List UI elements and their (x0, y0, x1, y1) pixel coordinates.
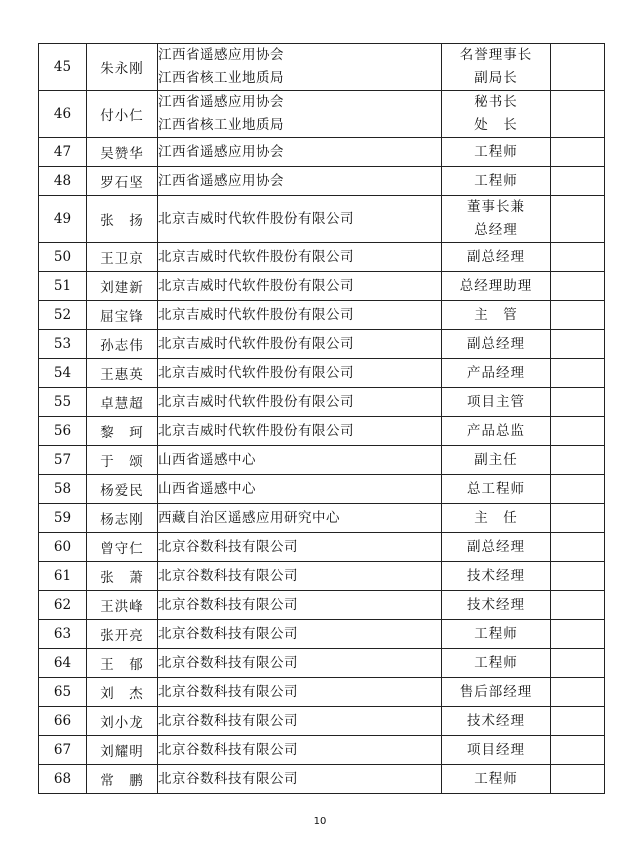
person-name-cell: 刘耀明 (87, 736, 158, 765)
job-title-line: 技术经理 (467, 596, 525, 613)
person-name-cell: 曾守仁 (87, 533, 158, 562)
organization-cell (158, 533, 442, 562)
row-number-cell: 61 (39, 562, 87, 591)
table-row (39, 388, 605, 417)
job-title-line: 工程师 (474, 625, 518, 642)
row-number-cell: 67 (39, 736, 87, 765)
table-row (39, 330, 605, 359)
organization-line: 北京谷数科技有限公司 (158, 683, 298, 700)
note-cell (551, 417, 605, 446)
roster-table-body (39, 44, 605, 794)
job-title-line: 秘书长 (474, 94, 518, 110)
job-title-line: 处 长 (474, 117, 518, 133)
organization-line: 北京吉威时代软件股份有限公司 (158, 277, 354, 294)
table-row (39, 475, 605, 504)
organization-line: 江西省核工业地质局 (158, 70, 284, 86)
job-title-line: 副总经理 (467, 335, 525, 352)
row-number-cell: 51 (39, 272, 87, 301)
person-name-cell: 卓慧超 (87, 388, 158, 417)
table-row (39, 678, 605, 707)
person-name-cell: 于 颂 (87, 446, 158, 475)
row-number-cell: 63 (39, 620, 87, 649)
organization-line: 山西省遥感中心 (158, 480, 256, 497)
person-name-cell: 王 郁 (87, 649, 158, 678)
job-title-cell (442, 388, 551, 417)
job-title-cell (442, 272, 551, 301)
job-title-cell (442, 475, 551, 504)
note-cell (551, 765, 605, 794)
person-name-cell: 张开亮 (87, 620, 158, 649)
row-number-cell: 47 (39, 138, 87, 167)
note-cell (551, 533, 605, 562)
organization-line: 北京吉威时代软件股份有限公司 (158, 210, 354, 227)
table-row (39, 591, 605, 620)
row-number-cell: 54 (39, 359, 87, 388)
person-name-cell: 常 鹏 (87, 765, 158, 794)
organization-cell (158, 707, 442, 736)
table-row (39, 272, 605, 301)
table-row (39, 417, 605, 446)
row-number-cell: 45 (39, 44, 87, 91)
person-name-cell: 杨爱民 (87, 475, 158, 504)
table-row (39, 446, 605, 475)
table-row (39, 649, 605, 678)
organization-cell (158, 736, 442, 765)
job-title-line: 工程师 (474, 143, 518, 160)
job-title-cell (442, 620, 551, 649)
row-number-cell: 65 (39, 678, 87, 707)
job-title-line: 产品经理 (467, 364, 525, 381)
organization-cell (158, 475, 442, 504)
note-cell (551, 196, 605, 243)
organization-cell (158, 678, 442, 707)
organization-line: 北京谷数科技有限公司 (158, 625, 298, 642)
person-name-cell: 王洪峰 (87, 591, 158, 620)
organization-cell (158, 620, 442, 649)
table-row (39, 620, 605, 649)
row-number-cell: 46 (39, 91, 87, 138)
person-name-cell: 孙志伟 (87, 330, 158, 359)
job-title-cell (442, 167, 551, 196)
organization-line: 北京吉威时代软件股份有限公司 (158, 364, 354, 381)
person-name-cell: 吴赞华 (87, 138, 158, 167)
table-row (39, 167, 605, 196)
job-title-cell (442, 330, 551, 359)
table-row (39, 196, 605, 243)
organization-cell (158, 272, 442, 301)
organization-line: 江西省遥感应用协会 (158, 143, 284, 160)
organization-line: 江西省遥感应用协会 (158, 94, 284, 110)
person-name-cell: 刘 杰 (87, 678, 158, 707)
organization-cell (158, 359, 442, 388)
row-number-cell: 68 (39, 765, 87, 794)
table-row (39, 359, 605, 388)
organization-line: 北京谷数科技有限公司 (158, 596, 298, 613)
table-row (39, 91, 605, 138)
organization-cell (158, 417, 442, 446)
organization-line: 江西省遥感应用协会 (158, 47, 284, 63)
roster-table (38, 43, 605, 794)
note-cell (551, 446, 605, 475)
note-cell (551, 591, 605, 620)
row-number-cell: 48 (39, 167, 87, 196)
row-number-cell: 62 (39, 591, 87, 620)
organization-line: 北京谷数科技有限公司 (158, 654, 298, 671)
note-cell (551, 44, 605, 91)
note-cell (551, 91, 605, 138)
row-number-cell: 52 (39, 301, 87, 330)
note-cell (551, 678, 605, 707)
job-title-cell (442, 678, 551, 707)
job-title-line: 副主任 (474, 451, 518, 468)
organization-cell (158, 765, 442, 794)
row-number-cell: 58 (39, 475, 87, 504)
note-cell (551, 167, 605, 196)
job-title-line: 总经理助理 (459, 277, 533, 294)
person-name-cell: 屈宝锋 (87, 301, 158, 330)
person-name-cell: 张 萧 (87, 562, 158, 591)
person-name-cell: 王惠英 (87, 359, 158, 388)
person-name-cell: 杨志刚 (87, 504, 158, 533)
note-cell (551, 330, 605, 359)
job-title-cell (442, 562, 551, 591)
person-name-cell: 刘小龙 (87, 707, 158, 736)
job-title-line: 副局长 (474, 70, 518, 86)
job-title-cell (442, 44, 551, 91)
row-number-cell: 56 (39, 417, 87, 446)
note-cell (551, 620, 605, 649)
table-row (39, 533, 605, 562)
note-cell (551, 359, 605, 388)
row-number-cell: 64 (39, 649, 87, 678)
job-title-cell (442, 649, 551, 678)
person-name-cell: 王卫京 (87, 243, 158, 272)
job-title-line: 主 管 (474, 306, 518, 323)
job-title-line: 产品总监 (467, 422, 525, 439)
note-cell (551, 388, 605, 417)
organization-line: 江西省核工业地质局 (158, 117, 284, 133)
organization-cell (158, 591, 442, 620)
row-number-cell: 57 (39, 446, 87, 475)
table-row (39, 707, 605, 736)
table-row (39, 765, 605, 794)
job-title-cell (442, 359, 551, 388)
job-title-cell (442, 765, 551, 794)
note-cell (551, 504, 605, 533)
job-title-cell (442, 196, 551, 243)
job-title-line: 工程师 (474, 172, 518, 189)
job-title-line: 主 任 (474, 509, 518, 526)
job-title-line: 名誉理事长 (459, 47, 533, 63)
job-title-cell (442, 138, 551, 167)
organization-cell (158, 388, 442, 417)
job-title-line: 副总经理 (467, 538, 525, 555)
table-row (39, 301, 605, 330)
job-title-cell (442, 504, 551, 533)
job-title-line: 副总经理 (467, 248, 525, 265)
organization-cell (158, 301, 442, 330)
organization-line: 北京谷数科技有限公司 (158, 567, 298, 584)
note-cell (551, 475, 605, 504)
organization-cell (158, 504, 442, 533)
organization-line: 北京谷数科技有限公司 (158, 712, 298, 729)
person-name-cell: 张 扬 (87, 196, 158, 243)
job-title-cell (442, 91, 551, 138)
job-title-line: 项目经理 (467, 741, 525, 758)
job-title-cell (442, 736, 551, 765)
person-name-cell: 朱永刚 (87, 44, 158, 91)
person-name-cell: 罗石坚 (87, 167, 158, 196)
note-cell (551, 301, 605, 330)
table-row (39, 504, 605, 533)
organization-line: 北京谷数科技有限公司 (158, 741, 298, 758)
job-title-line: 工程师 (474, 654, 518, 671)
job-title-line: 董事长兼 (467, 199, 525, 215)
page-number: 10 (313, 816, 327, 827)
row-number-cell: 53 (39, 330, 87, 359)
person-name-cell: 黎 珂 (87, 417, 158, 446)
organization-line: 北京吉威时代软件股份有限公司 (158, 248, 354, 265)
row-number-cell: 55 (39, 388, 87, 417)
job-title-cell (442, 417, 551, 446)
organization-cell (158, 562, 442, 591)
job-title-line: 技术经理 (467, 567, 525, 584)
job-title-cell (442, 301, 551, 330)
table-row (39, 44, 605, 91)
organization-cell (158, 330, 442, 359)
organization-line: 北京吉威时代软件股份有限公司 (158, 335, 354, 352)
organization-line: 北京谷数科技有限公司 (158, 770, 298, 787)
row-number-cell: 60 (39, 533, 87, 562)
job-title-line: 总经理 (474, 222, 518, 238)
job-title-line: 总工程师 (467, 480, 525, 497)
row-number-cell: 59 (39, 504, 87, 533)
note-cell (551, 272, 605, 301)
row-number-cell: 66 (39, 707, 87, 736)
note-cell (551, 649, 605, 678)
organization-line: 西藏自治区遥感应用研究中心 (158, 509, 340, 526)
table-row (39, 138, 605, 167)
note-cell (551, 736, 605, 765)
row-number-cell: 50 (39, 243, 87, 272)
table-row (39, 243, 605, 272)
job-title-cell (442, 243, 551, 272)
job-title-line: 售后部经理 (459, 683, 533, 700)
note-cell (551, 138, 605, 167)
table-row (39, 736, 605, 765)
note-cell (551, 707, 605, 736)
job-title-line: 工程师 (474, 770, 518, 787)
person-name-cell: 付小仁 (87, 91, 158, 138)
organization-line: 北京吉威时代软件股份有限公司 (158, 422, 354, 439)
job-title-cell (442, 446, 551, 475)
row-number-cell: 49 (39, 196, 87, 243)
note-cell (551, 243, 605, 272)
organization-cell (158, 196, 442, 243)
job-title-line: 项目主管 (467, 393, 525, 410)
table-row (39, 562, 605, 591)
job-title-cell (442, 707, 551, 736)
organization-line: 北京谷数科技有限公司 (158, 538, 298, 555)
job-title-cell (442, 591, 551, 620)
organization-cell (158, 243, 442, 272)
organization-cell (158, 138, 442, 167)
organization-cell (158, 167, 442, 196)
organization-line: 北京吉威时代软件股份有限公司 (158, 306, 354, 323)
organization-cell (158, 91, 442, 138)
organization-cell (158, 649, 442, 678)
organization-line: 山西省遥感中心 (158, 451, 256, 468)
note-cell (551, 562, 605, 591)
organization-cell (158, 44, 442, 91)
person-name-cell: 刘建新 (87, 272, 158, 301)
job-title-line: 技术经理 (467, 712, 525, 729)
job-title-cell (442, 533, 551, 562)
organization-cell (158, 446, 442, 475)
organization-line: 江西省遥感应用协会 (158, 172, 284, 189)
organization-line: 北京吉威时代软件股份有限公司 (158, 393, 354, 410)
